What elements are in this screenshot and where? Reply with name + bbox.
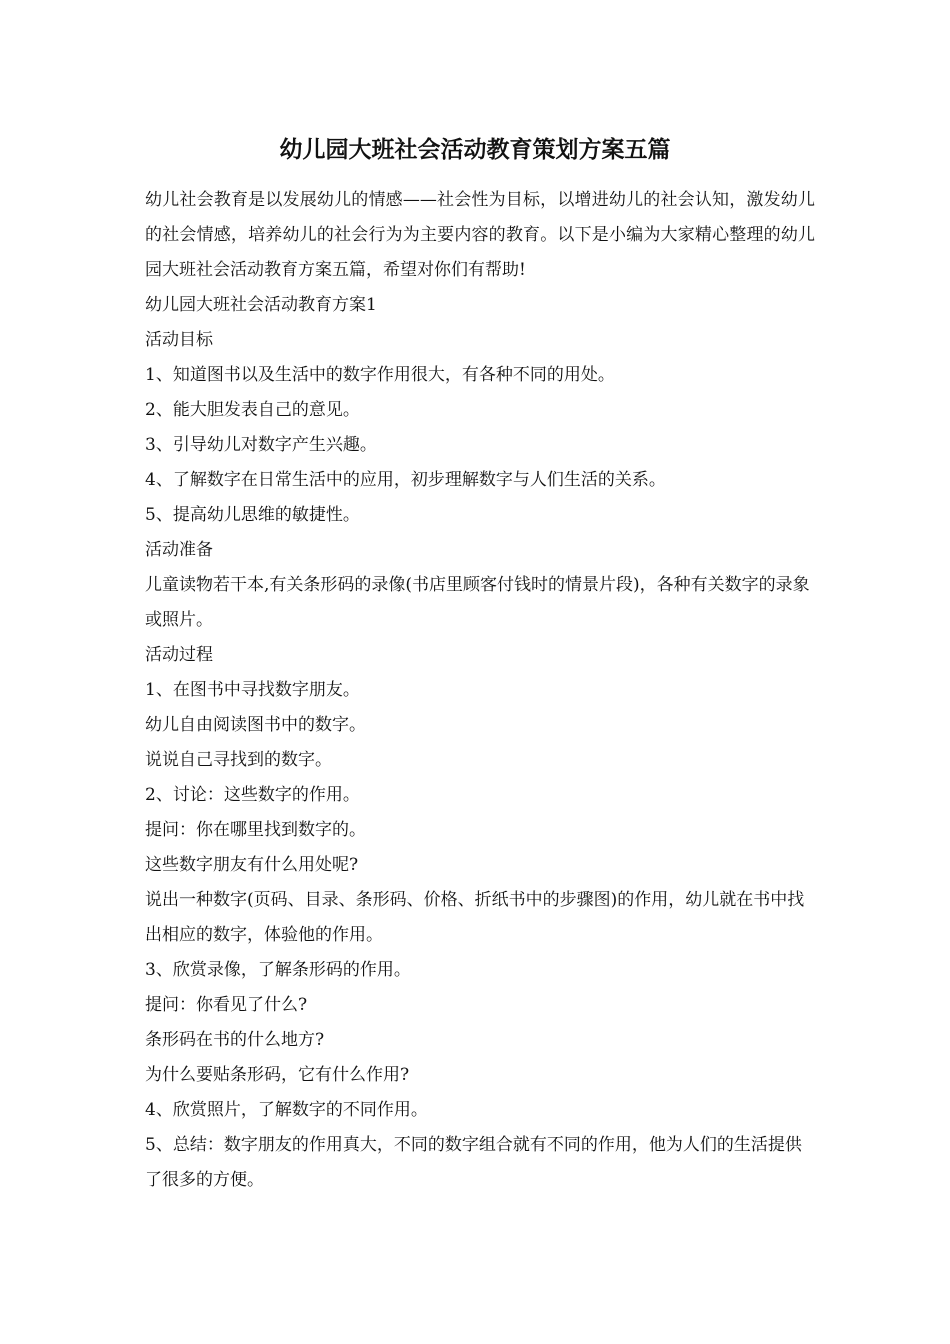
process-item: 说说自己寻找到的数字。 (145, 750, 332, 770)
goal-item: 4、了解数字在日常生活中的应用，初步理解数字与人们生活的关系。 (145, 470, 666, 490)
process-item: 4、欣赏照片，了解数字的不同作用。 (145, 1100, 428, 1120)
document-body (145, 183, 815, 1198)
process-item: 幼儿自由阅读图书中的数字。 (145, 715, 366, 735)
process-item: 3、欣赏录像，了解条形码的作用。 (145, 960, 411, 980)
goal-item: 5、提高幼儿思维的敏捷性。 (145, 505, 360, 525)
process-item: 5、总结：数字朋友的作用真大，不同的数字组合就有不同的作用，他为人们的生活提供了很多的方便。 (145, 1135, 802, 1190)
process-item: 条形码在书的什么地方? (145, 1030, 325, 1050)
process-item: 提问：你在哪里找到数字的。 (145, 820, 366, 840)
intro-paragraph: 幼儿社会教育是以发展幼儿的情感——社会性为目标，以增进幼儿的社会认知，激发幼儿的社会情感，培养幼儿的社会行为为主要内容的教育。以下是小编为大家精心整理的幼儿园大班社会活动教育方案五篇，希望对你们有帮助! (145, 190, 815, 280)
process-item: 这些数字朋友有什么用处呢? (145, 855, 359, 875)
process-item: 提问：你看见了什么? (145, 995, 308, 1015)
goal-item: 2、能大胆发表自己的意见。 (145, 400, 360, 420)
process-item: 2、讨论：这些数字的作用。 (145, 785, 360, 805)
process-item: 1、在图书中寻找数字朋友。 (145, 680, 360, 700)
subheading-activity-goals: 活动目标 (145, 330, 213, 350)
section-heading-plan-1: 幼儿园大班社会活动教育方案1 (145, 295, 377, 315)
process-item: 说出一种数字(页码、目录、条形码、价格、折纸书中的步骤图)的作用，幼儿就在书中找出相应的数字，体验他的作用。 (145, 890, 805, 945)
document-title: 幼儿园大班社会活动教育策划方案五篇 (279, 136, 671, 163)
goal-item: 3、引导幼儿对数字产生兴趣。 (145, 435, 377, 455)
subheading-activity-preparation: 活动准备 (145, 540, 213, 560)
goal-item: 1、知道图书以及生活中的数字作用很大，有各种不同的用处。 (145, 365, 615, 385)
subheading-activity-process: 活动过程 (145, 645, 213, 665)
preparation-paragraph: 儿童读物若干本,有关条形码的录像(书店里顾客付钱时的情景片段)，各种有关数字的录象或照片。 (145, 575, 810, 630)
process-item: 为什么要贴条形码，它有什么作用? (145, 1065, 410, 1085)
